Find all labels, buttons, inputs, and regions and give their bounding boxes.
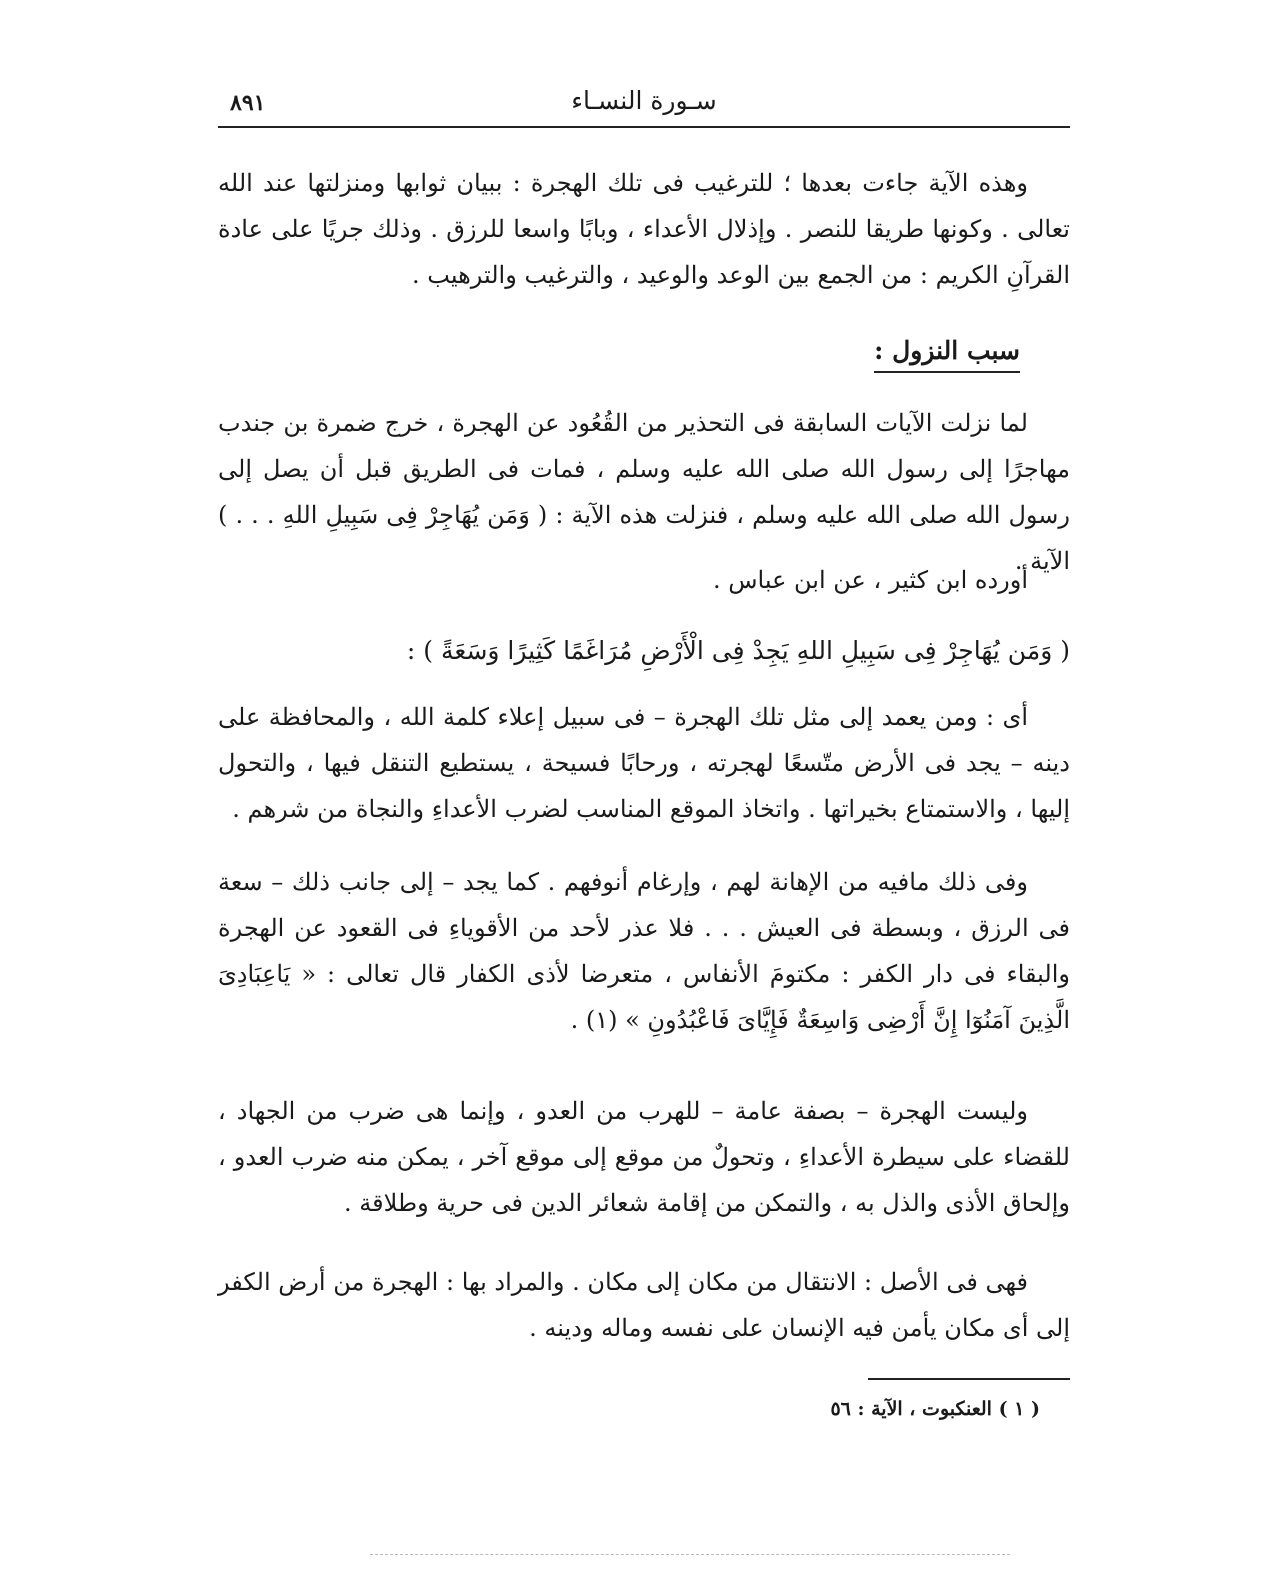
page-header xyxy=(218,80,1070,128)
paragraph-source: أورده ابن كثير ، عن ابن عباس . xyxy=(712,566,1028,594)
paragraph-explanation: أى : ومن يعمد إلى مثل تلك الهجرة – فى سبيل إعلاء كلمة الله ، والمحافظة على دينه – يجد فى الأرض متّسعًا لهجرته ، ورحابًا فسيحة ، يستطيع التنقل فيها ، والتحول إليها ، والاستمتاع بخيراتها . واتخاذ الموقع المناسب لضرب الأعداءِ والنجاة من شرهم . xyxy=(218,703,1070,823)
footnote: ( ١ ) العنكبوت ، الآية : ٥٦ xyxy=(830,1398,1040,1420)
paragraph-hijra-jihad: وليست الهجرة – بصفة عامة – للهرب من العدو ، وإنما هى ضرب من الجهاد ، للقضاء على سيطرة الأعداءِ ، وتحولٌ من موقع إلى موقع آخر ، يمكن منه ضرب العدو ، وإلحاق الأذى والذل به ، والتمكن من إقامة شعائر الدين فى حرية وطلاقة . xyxy=(218,1097,1070,1217)
surah-title: سـورة النسـاء xyxy=(571,86,717,115)
section-heading-text: سبب النزول : xyxy=(874,336,1020,373)
paragraph-definition: فهى فى الأصل : الانتقال من مكان إلى مكان . والمراد بها : الهجرة من أرض الكفر إلى أى مكان يأمن فيه الإنسان على نفسه وماله ودينه . xyxy=(218,1268,1070,1342)
paragraph-revelation-cause: لما نزلت الآيات السابقة فى التحذير من القُعُود عن الهجرة ، خرج ضمرة بن جندب مهاجرًا إلى رسول الله صلى الله عليه وسلم ، فمات فى الطريق قبل أن يصل إلى رسول الله صلى الله عليه وسلم ، فنزلت هذه الآية : ( وَمَن يُهَاجِرْ فِى سَبِيلِ اللهِ . . . ) الآية . xyxy=(218,409,1070,575)
paragraph-sustenance: وفى ذلك مافيه من الإهانة لهم ، وإرغام أنوفهم . كما يجد – إلى جانب ذلك – سعة فى الرزق ، وبسطة فى العيش . . . فلا عذر لأحد من الأقوياءِ فى القعود عن الهجرة والبقاء فى دار الكفر : مكتومَ الأنفاس ، متعرضا لأذى الكفار قال تعالى : « يَاعِبَادِىَ الَّذِينَ آمَنُوٓا إِنَّ أَرْضِى وَاسِعَةٌ فَإِيَّاىَ فَاعْبُدُونِ » (١) . xyxy=(218,868,1070,1034)
page-number: ٨٩١ xyxy=(230,90,266,116)
scan-artifact-line xyxy=(370,1554,1010,1555)
footnote-divider xyxy=(868,1378,1070,1380)
paragraph-intro: وهذه الآية جاءت بعدها ؛ للترغيب فى تلك الهجرة : ببيان ثوابها ومنزلتها عند الله تعالى . وكونها طريقا للنصر . وإذلال الأعداء ، وبابًا واسعا للرزق . وذلك جريًا على عادة القرآنِ الكريم : من الجمع بين الوعد والوعيد ، والترغيب والترهيب . xyxy=(218,169,1070,289)
quran-verse: ( وَمَن يُهَاجِرْ فِى سَبِيلِ اللهِ يَجِدْ فِى الْأَرْضِ مُرَاغَمًا كَثِيرًا وَسَعَةً ) : xyxy=(406,636,1070,665)
section-heading xyxy=(820,336,1020,365)
